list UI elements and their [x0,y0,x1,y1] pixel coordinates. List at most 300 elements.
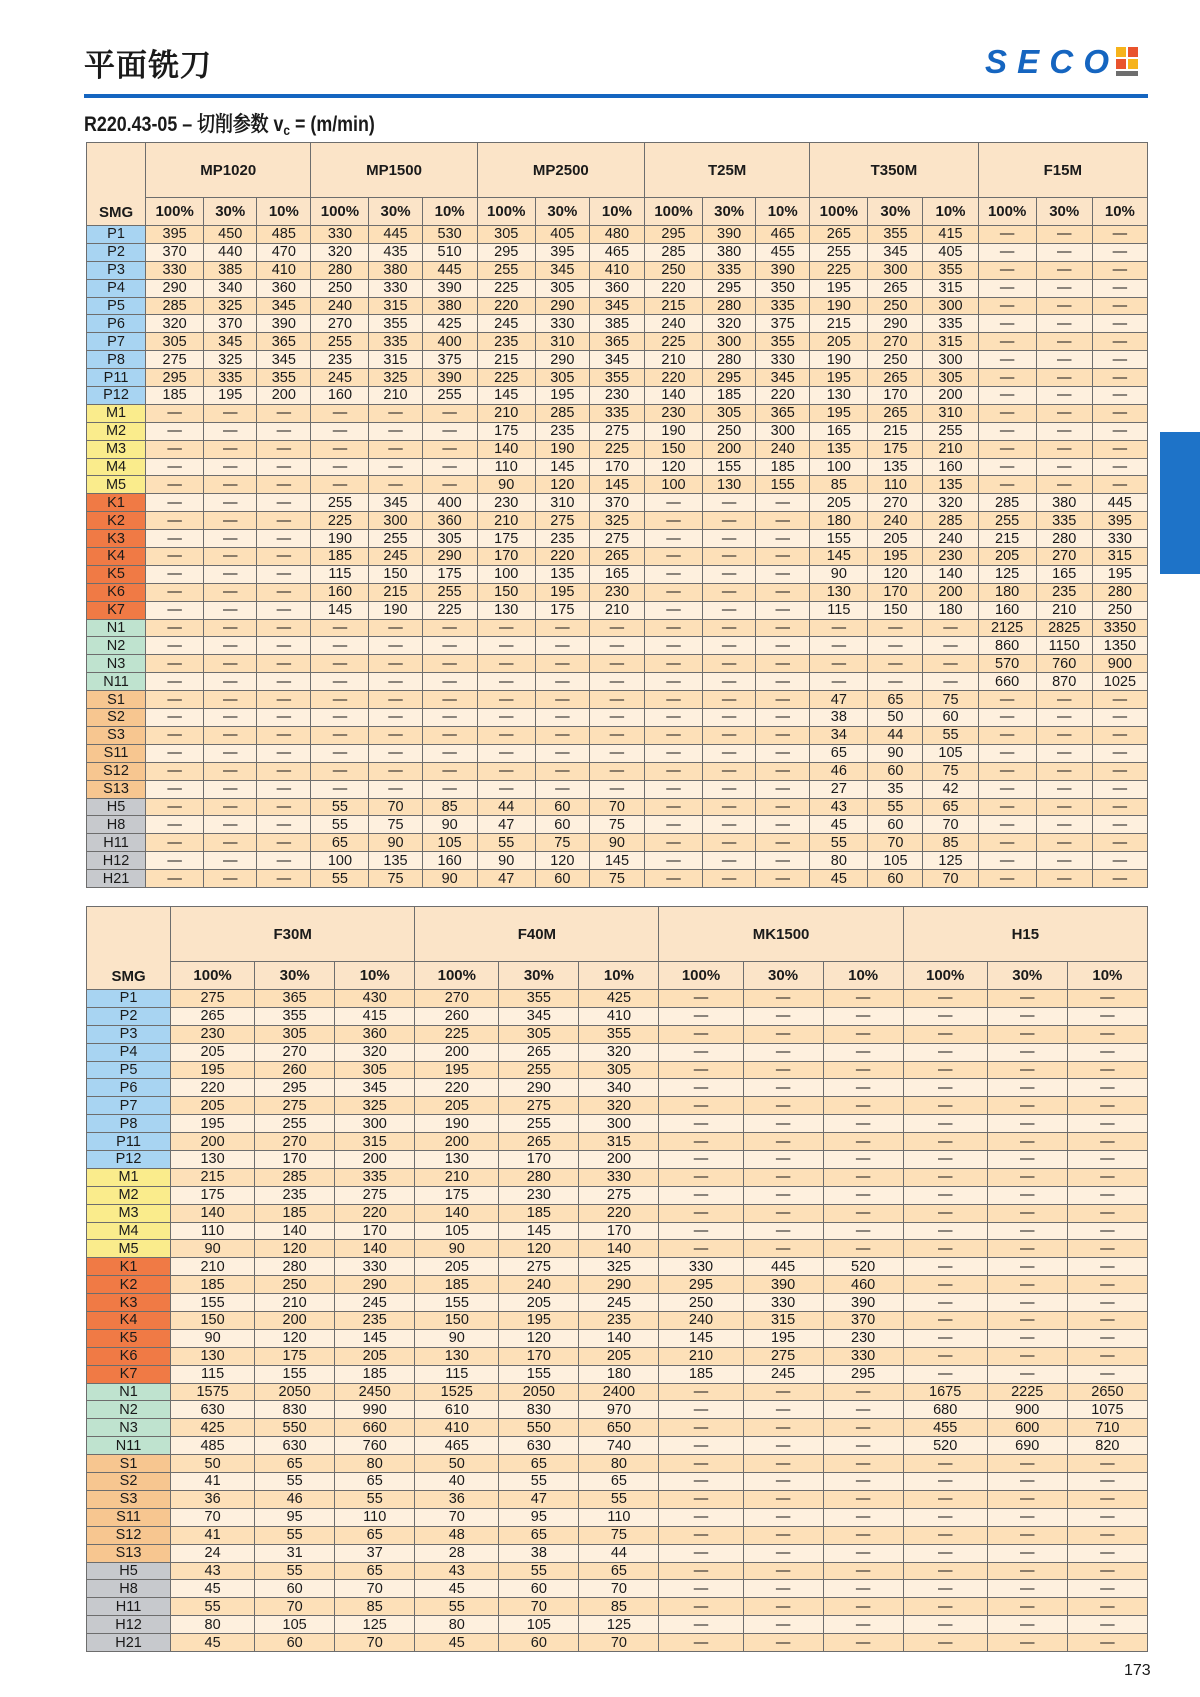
value-cell: 215 [810,315,868,333]
value-cell: 155 [415,1294,499,1312]
value-cell: — [369,619,422,637]
value-cell: 140 [335,1240,415,1258]
value-cell: 330 [335,1258,415,1276]
value-cell: — [146,744,204,762]
value-cell: — [1067,1526,1147,1544]
value-cell: — [1092,726,1147,744]
value-cell: 990 [335,1401,415,1419]
value-cell: — [987,1455,1067,1473]
value-cell: — [987,1473,1067,1491]
value-cell: 140 [923,565,978,583]
value-cell: 150 [868,601,923,619]
value-cell: 2650 [1067,1383,1147,1401]
value-cell: — [823,1473,903,1491]
value-cell: — [987,1490,1067,1508]
smg-cell: M4 [87,458,146,476]
value-cell: 200 [579,1151,659,1169]
value-cell: 320 [579,1097,659,1115]
value-cell: 185 [756,458,810,476]
value-cell: 220 [644,369,702,387]
value-cell: — [1036,458,1092,476]
value-cell: — [903,1580,987,1598]
value-cell: 380 [422,297,477,315]
value-cell: — [257,637,311,655]
value-cell: — [743,1419,823,1437]
value-cell: — [987,1634,1067,1652]
value-cell: — [589,762,644,780]
value-cell: 220 [756,387,810,405]
value-cell: — [703,744,756,762]
table-row [87,315,1148,333]
value-cell: 325 [589,512,644,530]
value-cell: 485 [171,1437,255,1455]
value-cell: 320 [335,1043,415,1061]
value-cell: — [823,1401,903,1419]
smg-cell: N3 [87,1419,171,1437]
value-cell: 370 [146,243,204,261]
value-cell: — [1092,870,1147,888]
value-cell: — [1092,709,1147,727]
smg-cell: M1 [87,404,146,422]
logo-text: SECO [985,44,1109,78]
value-cell: 230 [589,583,644,601]
percent-header: 100% [311,198,369,226]
value-cell: — [1067,1168,1147,1186]
table-row [87,816,1148,834]
value-cell: — [903,1222,987,1240]
value-cell: 290 [422,548,477,566]
value-cell: — [987,1580,1067,1598]
value-cell: — [987,1168,1067,1186]
value-cell: — [978,762,1036,780]
value-cell: 190 [369,601,422,619]
value-cell: 275 [171,990,255,1008]
value-cell: — [823,1490,903,1508]
table-row [87,1580,1148,1598]
value-cell: — [743,1562,823,1580]
value-cell: — [422,637,477,655]
value-cell: — [644,512,702,530]
value-cell: — [978,333,1036,351]
value-cell: 210 [659,1347,743,1365]
value-cell: 320 [703,315,756,333]
value-cell: — [146,655,204,673]
value-cell: 105 [422,834,477,852]
value-cell: — [257,726,311,744]
value-cell: 85 [579,1598,659,1616]
value-cell: — [978,744,1036,762]
value-cell: — [659,1079,743,1097]
value-cell: — [703,637,756,655]
value-cell: 280 [1036,530,1092,548]
value-cell: 48 [415,1526,499,1544]
value-cell: 90 [868,744,923,762]
value-cell: 105 [868,852,923,870]
table-row [87,422,1148,440]
value-cell: 255 [422,387,477,405]
value-cell: 65 [579,1562,659,1580]
seco-logo [985,44,1145,78]
table-row [87,1115,1148,1133]
value-cell: — [987,1312,1067,1330]
value-cell: — [204,619,257,637]
value-cell: 100 [477,565,535,583]
table-row [87,1168,1148,1186]
value-cell: — [756,512,810,530]
value-cell: 40 [415,1473,499,1491]
value-cell: 125 [579,1616,659,1634]
table-row [87,1419,1148,1437]
value-cell: 830 [255,1401,335,1419]
value-cell: 125 [923,852,978,870]
value-cell: 270 [255,1043,335,1061]
percent-header: 100% [415,962,499,990]
value-cell: — [146,870,204,888]
value-cell: — [703,816,756,834]
value-cell: — [659,1025,743,1043]
value-cell: — [743,1240,823,1258]
value-cell: 200 [923,583,978,601]
value-cell: — [146,458,204,476]
value-cell: — [204,565,257,583]
value-cell: — [1036,691,1092,709]
value-cell: 60 [535,816,589,834]
value-cell: — [1067,1365,1147,1383]
value-cell: — [756,530,810,548]
value-cell: 38 [499,1544,579,1562]
value-cell: — [1092,816,1147,834]
value-cell: — [756,870,810,888]
value-cell: — [823,1097,903,1115]
value-cell: 185 [703,387,756,405]
value-cell: 280 [255,1258,335,1276]
value-cell: — [659,1437,743,1455]
value-cell: — [1036,780,1092,798]
value-cell: — [589,691,644,709]
value-cell: 210 [923,440,978,458]
value-cell: — [743,1598,823,1616]
value-cell: — [703,852,756,870]
value-cell: — [1036,387,1092,405]
value-cell: 80 [810,852,868,870]
value-cell: 365 [257,333,311,351]
value-cell: — [1067,1562,1147,1580]
value-cell: 145 [810,548,868,566]
value-cell: — [1036,315,1092,333]
value-cell: — [903,1061,987,1079]
value-cell: 335 [1036,512,1092,530]
value-cell: — [1067,1616,1147,1634]
value-cell: — [743,1508,823,1526]
value-cell: — [1067,1490,1147,1508]
value-cell: 345 [257,351,311,369]
value-cell: — [903,1007,987,1025]
value-cell: 450 [204,226,257,244]
value-cell: 90 [415,1329,499,1347]
value-cell: — [823,1186,903,1204]
value-cell: — [535,673,589,691]
value-cell: — [903,1634,987,1652]
value-cell: 280 [1092,583,1147,601]
smg-cell: H5 [87,1562,171,1580]
value-cell: — [146,834,204,852]
smg-cell: P3 [87,261,146,279]
value-cell: 465 [589,243,644,261]
percent-header-row [87,198,1148,226]
value-cell: 120 [499,1240,579,1258]
smg-cell: K4 [87,1312,171,1330]
value-cell: — [644,565,702,583]
table-row [87,601,1148,619]
value-cell: — [903,1598,987,1616]
value-cell: 44 [579,1544,659,1562]
value-cell: 235 [535,530,589,548]
value-cell: — [823,1115,903,1133]
value-cell: — [743,1007,823,1025]
value-cell: — [204,780,257,798]
value-cell: 28 [415,1544,499,1562]
value-cell: — [978,261,1036,279]
value-cell: — [743,1115,823,1133]
value-cell: — [311,691,369,709]
value-cell: 140 [579,1329,659,1347]
value-cell: — [823,1634,903,1652]
value-cell: 70 [415,1508,499,1526]
value-cell: — [535,637,589,655]
value-cell: — [659,1133,743,1151]
value-cell: — [823,1598,903,1616]
percent-header: 30% [204,198,257,226]
table-row [87,1616,1148,1634]
value-cell: 1075 [1067,1401,1147,1419]
value-cell: 205 [978,548,1036,566]
value-cell: 235 [579,1312,659,1330]
value-cell: — [703,834,756,852]
value-cell: 270 [1036,548,1092,566]
value-cell: — [257,548,311,566]
value-cell: 390 [703,226,756,244]
value-cell: 90 [369,834,422,852]
value-cell: — [903,1276,987,1294]
value-cell: 375 [422,351,477,369]
value-cell: — [477,780,535,798]
value-cell: — [903,990,987,1008]
percent-header: 10% [579,962,659,990]
value-cell: — [1092,315,1147,333]
value-cell: — [146,548,204,566]
table-row [87,762,1148,780]
value-cell: — [903,1186,987,1204]
value-cell: — [1067,1151,1147,1169]
value-cell: — [923,619,978,637]
value-cell: 280 [703,297,756,315]
value-cell: — [1067,1276,1147,1294]
value-cell: 870 [1036,673,1092,691]
smg-cell: S2 [87,709,146,727]
value-cell: — [743,1634,823,1652]
value-cell: — [703,798,756,816]
value-cell: — [644,798,702,816]
value-cell: — [311,673,369,691]
value-cell: 255 [369,530,422,548]
value-cell: 55 [868,798,923,816]
value-cell: 460 [823,1276,903,1294]
smg-cell: N11 [87,1437,171,1455]
value-cell: 105 [255,1616,335,1634]
value-cell: 120 [535,852,589,870]
value-cell: 180 [579,1365,659,1383]
value-cell: — [204,404,257,422]
value-cell: 305 [535,279,589,297]
value-cell: 440 [204,243,257,261]
smg-cell: M3 [87,1204,171,1222]
value-cell: — [146,816,204,834]
table-row [87,512,1148,530]
value-cell: 295 [255,1079,335,1097]
value-cell: 315 [369,297,422,315]
value-cell: — [756,655,810,673]
value-cell: 190 [810,297,868,315]
value-cell: — [644,744,702,762]
value-cell: 290 [579,1276,659,1294]
value-cell: — [311,637,369,655]
value-cell: — [369,440,422,458]
value-cell: 55 [311,870,369,888]
value-cell: — [1092,404,1147,422]
value-cell: 195 [535,387,589,405]
value-cell: — [659,1151,743,1169]
grade-header: F15M [978,143,1147,198]
value-cell: — [903,1168,987,1186]
smg-cell: K7 [87,601,146,619]
value-cell: 355 [868,226,923,244]
value-cell: 65 [335,1473,415,1491]
value-cell: 740 [579,1437,659,1455]
value-cell: 24 [171,1544,255,1562]
table-row [87,1634,1148,1652]
value-cell: — [589,744,644,762]
value-cell: 270 [868,494,923,512]
value-cell: 315 [369,351,422,369]
smg-cell: S1 [87,691,146,709]
value-cell: 55 [171,1598,255,1616]
value-cell: 3350 [1092,619,1147,637]
value-cell: — [477,709,535,727]
value-cell: 195 [810,369,868,387]
cutting-parameters-table-2 [86,906,1148,1652]
value-cell: — [743,1133,823,1151]
value-cell: — [1036,351,1092,369]
value-cell: 170 [579,1222,659,1240]
value-cell: 130 [415,1347,499,1365]
value-cell: 155 [703,458,756,476]
table-row [87,1544,1148,1562]
value-cell: — [204,548,257,566]
smg-cell: S11 [87,744,146,762]
table-row [87,1204,1148,1222]
page-number: 173 [1124,1662,1151,1679]
value-cell: 630 [171,1401,255,1419]
value-cell: — [810,637,868,655]
value-cell: 205 [810,494,868,512]
value-cell: — [903,1043,987,1061]
percent-header: 30% [535,198,589,226]
value-cell: 185 [311,548,369,566]
value-cell: 135 [535,565,589,583]
value-cell: — [987,1097,1067,1115]
value-cell: 170 [868,583,923,601]
value-cell: — [146,637,204,655]
value-cell: 365 [589,333,644,351]
value-cell: 315 [579,1133,659,1151]
value-cell: — [1092,243,1147,261]
value-cell: — [1036,870,1092,888]
value-cell: — [535,709,589,727]
value-cell: 75 [923,691,978,709]
value-cell: 70 [579,1580,659,1598]
value-cell: — [978,279,1036,297]
table-row [87,655,1148,673]
value-cell: — [311,655,369,673]
value-cell: 155 [810,530,868,548]
value-cell: 190 [415,1115,499,1133]
value-cell: — [311,619,369,637]
value-cell: — [311,744,369,762]
value-cell: 220 [335,1204,415,1222]
value-cell: 860 [978,637,1036,655]
value-cell: — [823,1419,903,1437]
value-cell: 370 [823,1312,903,1330]
value-cell: — [1067,1258,1147,1276]
smg-cell: H5 [87,798,146,816]
value-cell: — [903,1133,987,1151]
value-cell: 305 [146,333,204,351]
value-cell: — [1092,279,1147,297]
percent-header-row [87,962,1148,990]
value-cell: 630 [255,1437,335,1455]
value-cell: 215 [171,1168,255,1186]
value-cell: — [146,583,204,601]
value-cell: 455 [903,1419,987,1437]
value-cell: — [923,655,978,673]
value-cell: — [369,458,422,476]
value-cell: 130 [703,476,756,494]
table-row [87,691,1148,709]
value-cell: — [1067,1455,1147,1473]
value-cell: — [703,691,756,709]
value-cell: — [1067,1508,1147,1526]
table-row [87,1007,1148,1025]
value-cell: — [257,852,311,870]
value-cell: 325 [369,369,422,387]
value-cell: 34 [810,726,868,744]
value-cell: — [1092,351,1147,369]
percent-header: 100% [810,198,868,226]
value-cell: — [659,1007,743,1025]
value-cell: 115 [415,1365,499,1383]
table-row [87,619,1148,637]
value-cell: — [146,798,204,816]
value-cell: — [535,726,589,744]
smg-cell: S13 [87,780,146,798]
value-cell: 230 [923,548,978,566]
value-cell: 135 [868,458,923,476]
percent-header: 100% [146,198,204,226]
value-cell: — [978,816,1036,834]
value-cell: — [823,990,903,1008]
value-cell: — [1036,816,1092,834]
value-cell: 650 [579,1419,659,1437]
